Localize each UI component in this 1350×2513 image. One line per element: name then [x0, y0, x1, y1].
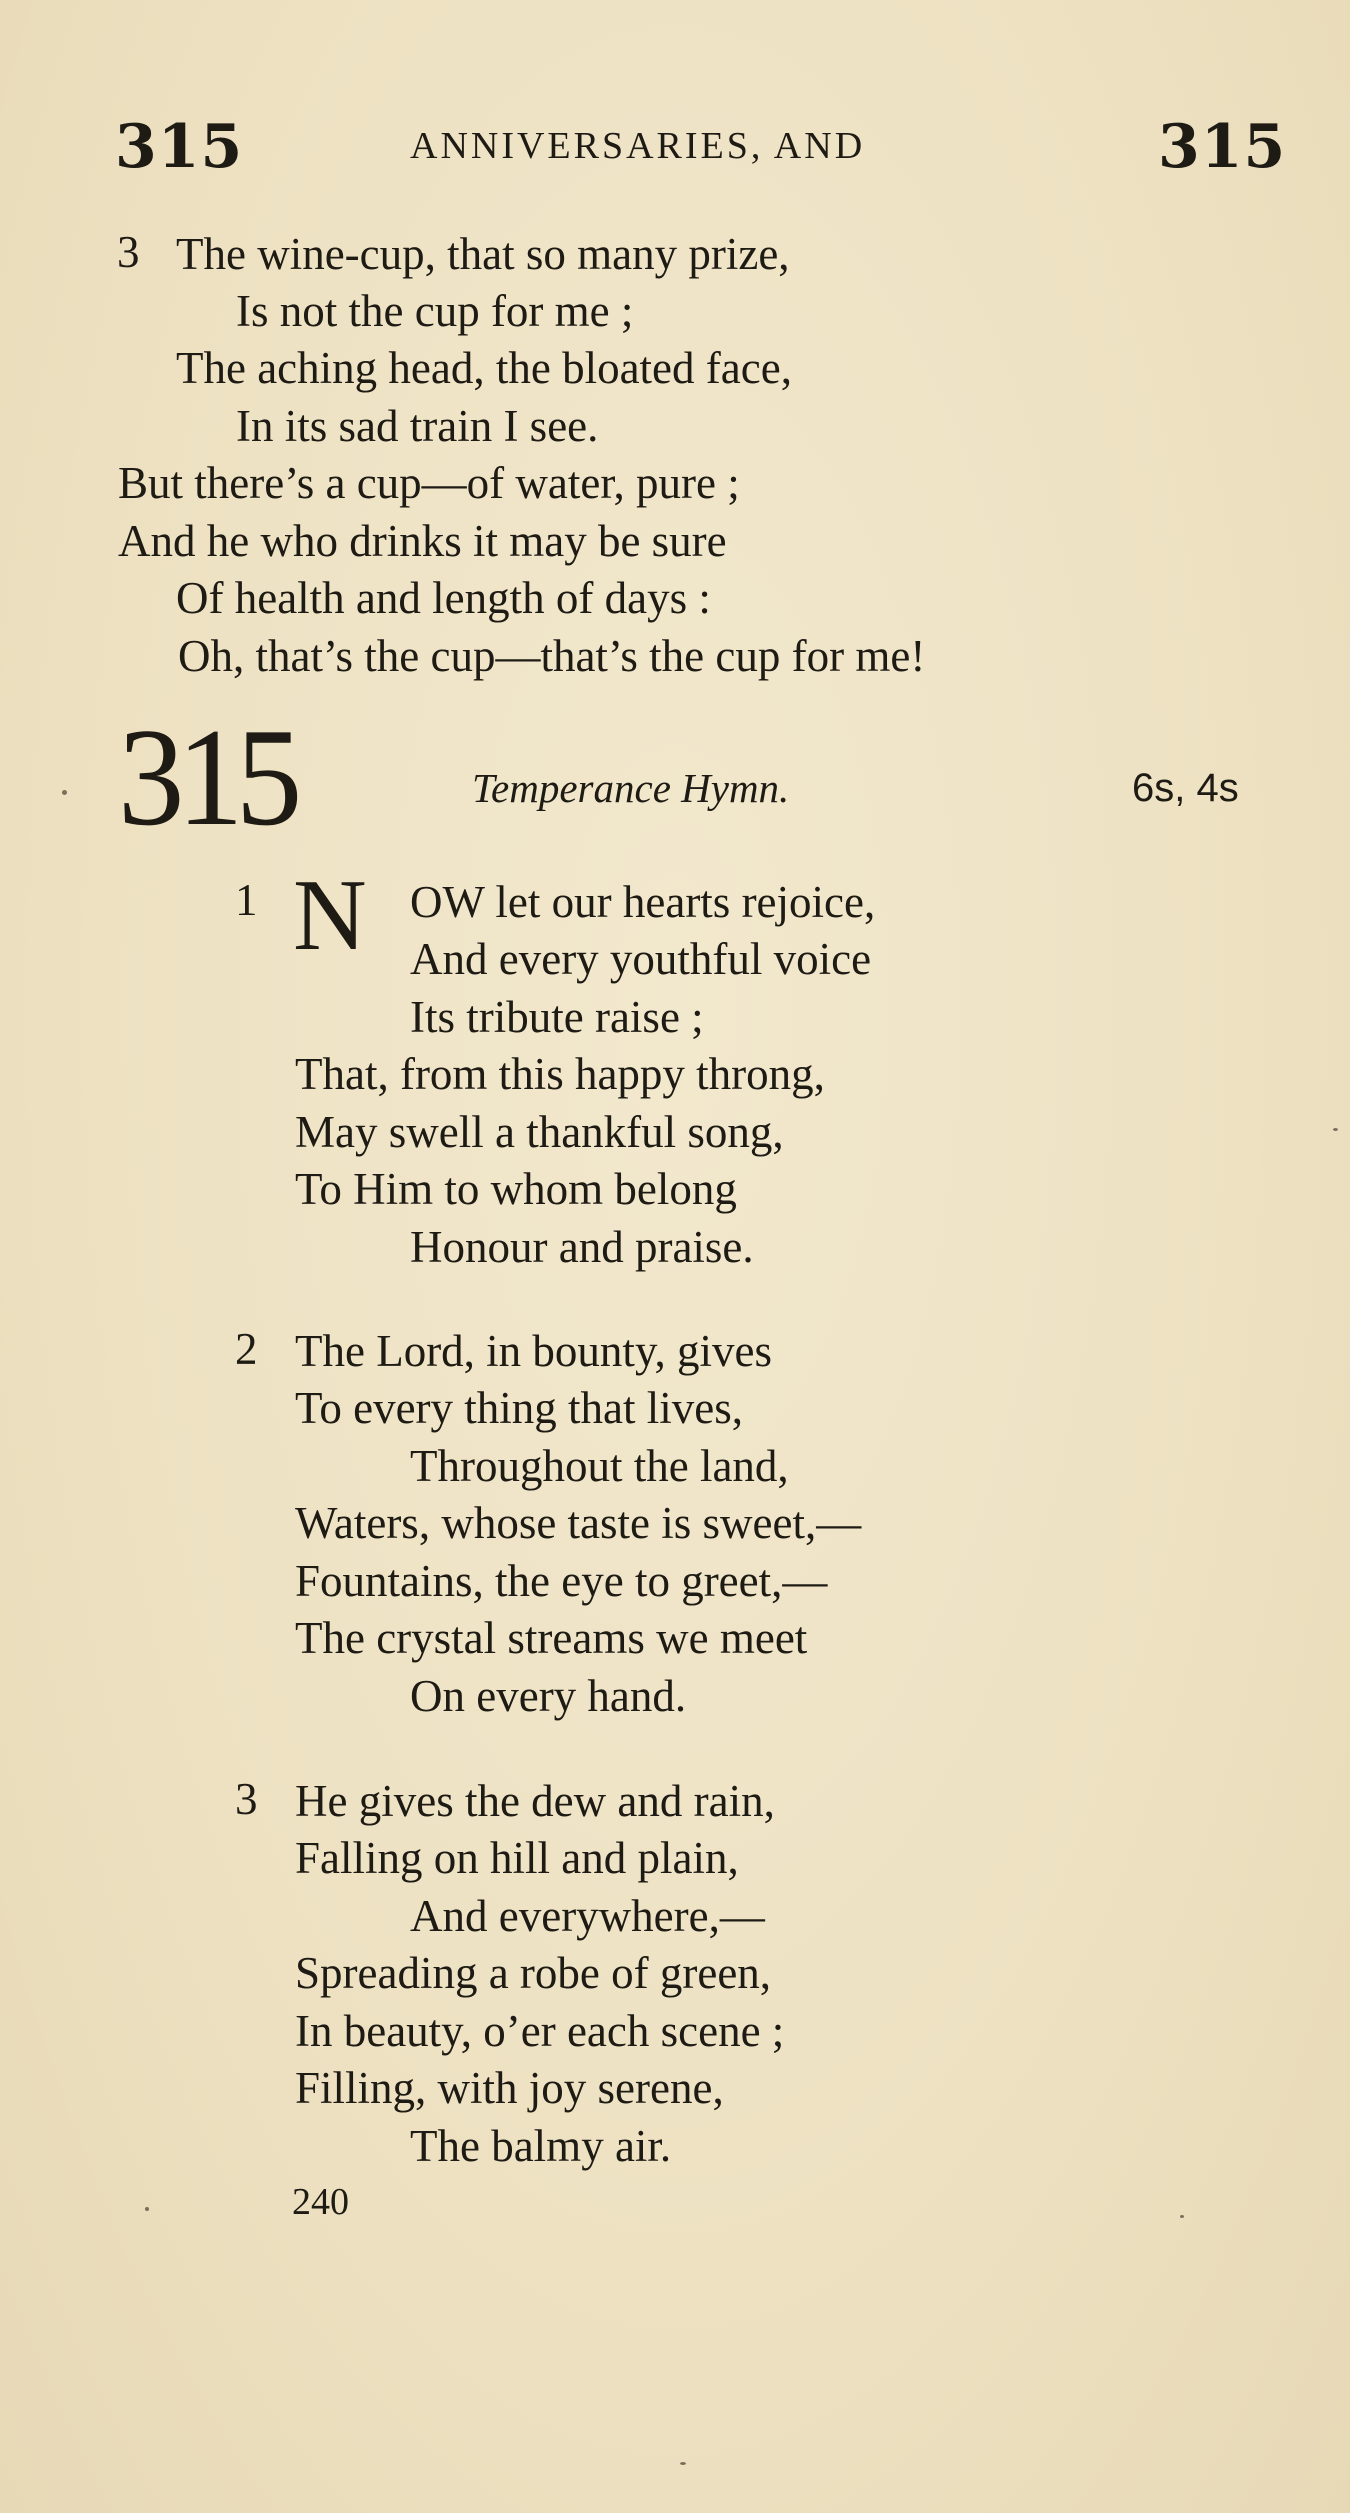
- prev-stanza-line: Of health and length of days :: [176, 573, 711, 623]
- stanza-line: Filling, with joy serene,: [295, 2063, 724, 2113]
- paper-speck: [145, 2207, 149, 2211]
- prev-stanza-number: 3: [117, 227, 140, 277]
- prev-stanza-line: In its sad train I see.: [236, 401, 599, 451]
- stanza-number: 3: [235, 1774, 258, 1824]
- hymn-number: 315: [118, 700, 295, 855]
- stanza-line: Fountains, the eye to greet,—: [295, 1556, 828, 1606]
- stanza-line: And everywhere,—: [410, 1891, 765, 1941]
- stanza-line: That, from this happy throng,: [295, 1049, 825, 1099]
- hymn-meter: 6s, 4s: [1132, 766, 1239, 810]
- stanza-line: In beauty, o’er each scene ;: [295, 2006, 785, 2056]
- stanza-line: Falling on hill and plain,: [295, 1833, 739, 1883]
- stanza-line: The crystal streams we meet: [295, 1613, 808, 1663]
- stanza-line: The Lord, in bounty, gives: [295, 1326, 773, 1376]
- prev-stanza-line: The aching head, the bloated face,: [176, 343, 792, 393]
- stanza-line: May swell a thankful song,: [295, 1107, 784, 1157]
- page-number-left: 315: [115, 112, 244, 182]
- hymn-title: Temperance Hymn.: [472, 765, 790, 811]
- prev-stanza-line: Is not the cup for me ;: [236, 286, 634, 336]
- prev-stanza-line: Oh, that’s the cup—that’s the cup for me!: [178, 631, 926, 681]
- stanza-line: Honour and praise.: [410, 1222, 754, 1272]
- drop-cap: N: [293, 859, 367, 972]
- paper-speck: [680, 2462, 686, 2465]
- stanza-line: OW let our hearts rejoice,: [410, 877, 876, 927]
- stanza-number: 1: [235, 875, 258, 925]
- stanza-line: To Him to whom belong: [295, 1164, 737, 1214]
- prev-stanza-line: The wine-cup, that so many prize,: [176, 229, 790, 279]
- stanza-line: And every youthful voice: [410, 934, 872, 984]
- prev-stanza-line: But there’s a cup—of water, pure ;: [118, 458, 740, 508]
- running-title: ANNIVERSARIES, AND: [410, 125, 866, 167]
- stanza-line: Spreading a robe of green,: [295, 1948, 772, 1998]
- signature-number: 240: [292, 2181, 349, 2223]
- page-number-right: 315: [1158, 112, 1287, 182]
- stanza-line: Its tribute raise ;: [410, 992, 704, 1042]
- paper-speck: [62, 790, 67, 795]
- stanza-line: Throughout the land,: [410, 1441, 789, 1491]
- stanza-number: 2: [235, 1324, 258, 1374]
- stanza-line: He gives the dew and rain,: [295, 1776, 775, 1826]
- prev-stanza-line: And he who drinks it may be sure: [118, 516, 727, 566]
- paper-speck: [1180, 2215, 1184, 2218]
- stanza-line: To every thing that lives,: [295, 1383, 744, 1433]
- paper-speck: [1333, 1128, 1338, 1131]
- stanza-line: On every hand.: [410, 1671, 687, 1721]
- stanza-line: Waters, whose taste is sweet,—: [295, 1498, 862, 1548]
- stanza-line: The balmy air.: [410, 2121, 672, 2171]
